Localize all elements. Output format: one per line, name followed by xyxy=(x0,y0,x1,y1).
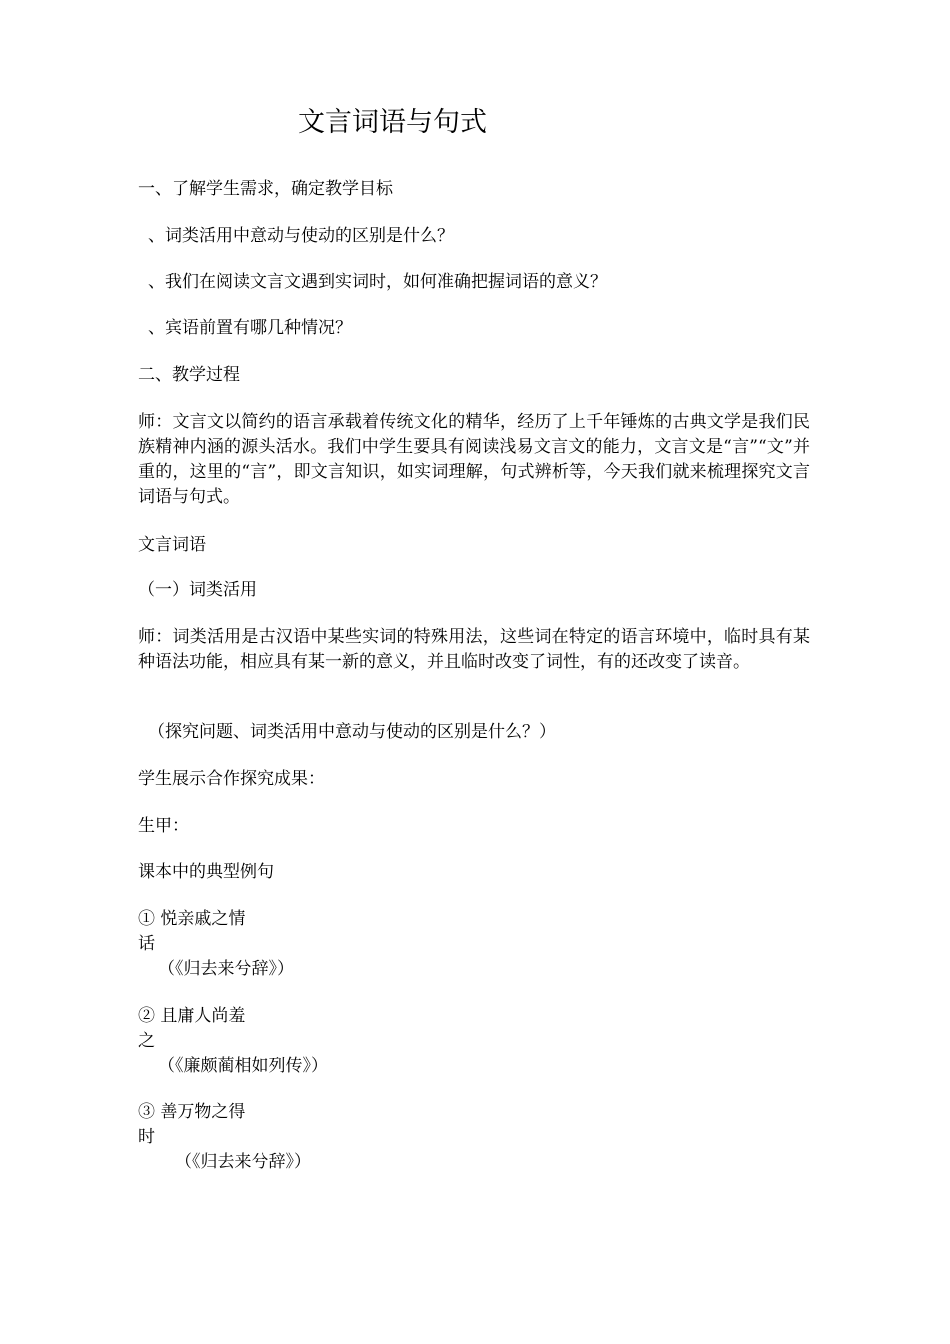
page-title: 文言词语与句式 xyxy=(298,107,487,138)
section2-heading: 二、教学过程 xyxy=(138,365,240,385)
example-2-line1: ② 且庸人尚羞 xyxy=(138,1006,246,1026)
section1-heading: 一、了解学生需求，确定教学目标 xyxy=(138,179,393,199)
example-3-line2: 时 xyxy=(138,1127,155,1147)
inquiry-question: （探究问题、词类活用中意动与使动的区别是什么？） xyxy=(148,722,556,742)
students-show-text: 学生展示合作探究成果： xyxy=(138,769,325,789)
intro-paragraph: 师：文言文以简约的语言承载着传统文化的精华，经历了上千年锤炼的古典文学是我们民族精神内涵的源头活水。我们中学生要具有阅读浅易文言文的能力，文言文是“言”“文”并重的，这里的“言”，即文言知识，如实词理解，句式辨析等，今天我们就来梳理探究文言词语与句式。 xyxy=(138,412,810,507)
example-1-line2: 话 xyxy=(138,934,155,954)
examples-heading: 课本中的典型例句 xyxy=(138,862,274,882)
part1-heading: （一）词类活用 xyxy=(138,580,257,600)
question-2: 、我们在阅读文言文遇到实词时，如何准确把握词语的意义？ xyxy=(148,272,607,292)
example-2-line2: 之 xyxy=(138,1031,155,1051)
question-3: 、宾语前置有哪几种情况？ xyxy=(148,318,352,338)
example-3-line1: ③ 善万物之得 xyxy=(138,1102,246,1122)
example-1-line1: ① 悦亲戚之情 xyxy=(138,909,246,929)
student-a-label: 生甲： xyxy=(138,816,189,836)
sub-heading: 文言词语 xyxy=(138,535,206,555)
example-3-source: （《归去来兮辞》） xyxy=(175,1152,311,1172)
example-1-source: （《归去来兮辞》） xyxy=(158,959,294,979)
example-2-source: （《廉颇蔺相如列传》） xyxy=(158,1056,328,1076)
question-1: 、词类活用中意动与使动的区别是什么？ xyxy=(148,226,454,246)
part1-paragraph: 师：词类活用是古汉语中某些实词的特殊用法，这些词在特定的语言环境中，临时具有某种语法功能，相应具有某一新的意义，并且临时改变了词性，有的还改变了读音。 xyxy=(138,627,810,672)
